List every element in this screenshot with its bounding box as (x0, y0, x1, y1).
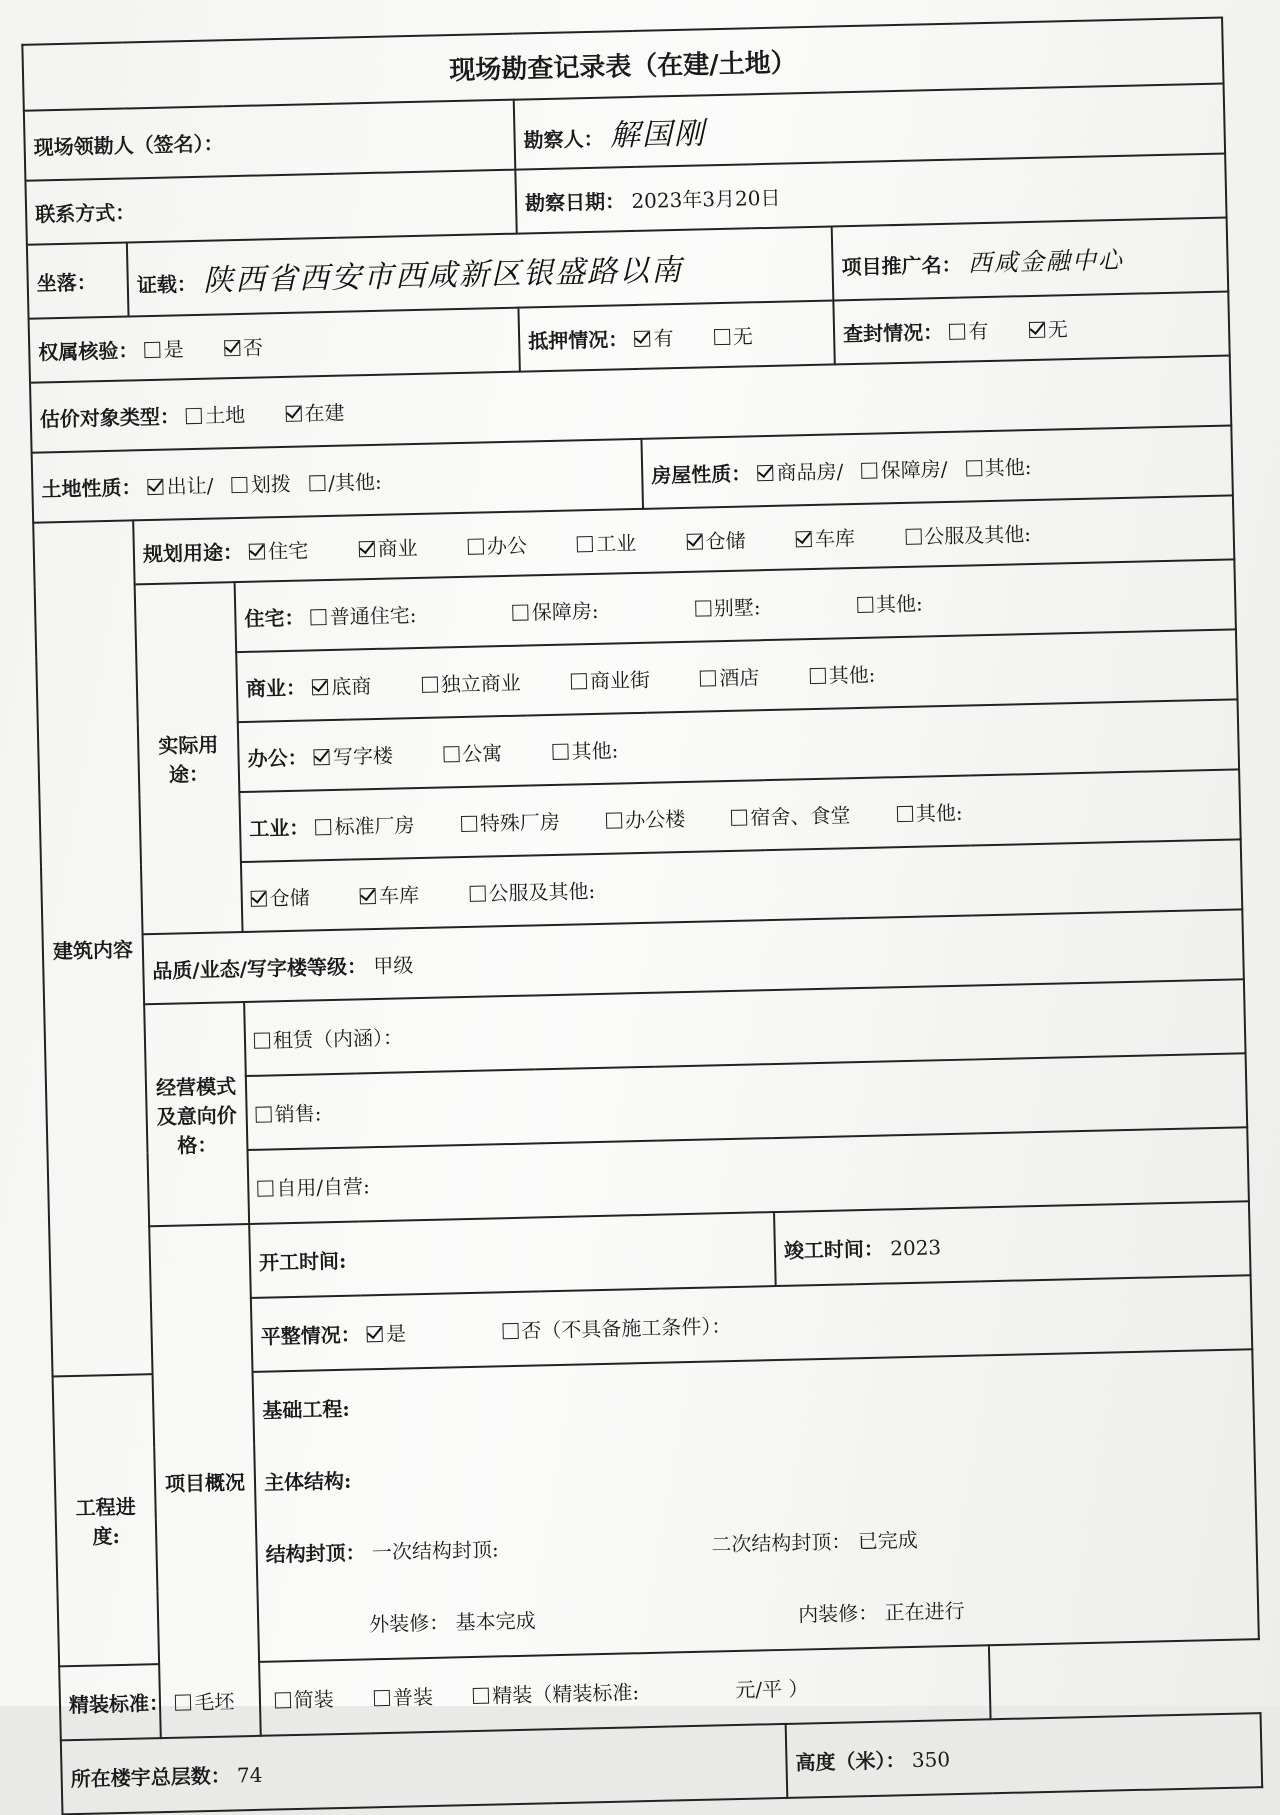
house-nature-label: 房屋性质： (650, 460, 752, 488)
planned-option-garage[interactable]: 车库 (796, 522, 856, 552)
checkbox-checked-icon (796, 531, 812, 547)
other-option-garage[interactable]: 车库 (360, 879, 420, 909)
promo-name-handwriting: 西咸金融中心 (967, 245, 1125, 277)
checkbox-checked-icon (314, 749, 330, 765)
topping-label: 结构封顶： (265, 1539, 366, 1567)
exterior-label: 外装修： (368, 1610, 450, 1636)
finish-time-value: 2023 (889, 1234, 942, 1260)
surveyor-signature: 解国刚 (609, 116, 707, 154)
com-option-hotel[interactable]: 酒店 (700, 661, 760, 691)
checkbox-icon (700, 670, 716, 686)
seal-option-no[interactable]: 无 (1028, 313, 1068, 343)
second-topping-label: 二次结构封顶： (711, 1528, 852, 1557)
ownership-cell (29, 308, 520, 383)
checkbox-icon (714, 328, 730, 344)
floors-value: 74 (236, 1762, 263, 1787)
checkbox-icon (232, 476, 248, 492)
checkbox-icon (255, 1106, 271, 1122)
com-option-street-shop[interactable]: 底商 (312, 670, 372, 700)
checkbox-checked-icon (251, 890, 267, 906)
checkbox-icon (315, 818, 331, 834)
start-time-label: 开工时间: (258, 1248, 347, 1275)
checkbox-checked-icon (360, 887, 376, 903)
ownership-option-no[interactable]: 否 (224, 331, 264, 361)
leveling-option-no[interactable]: 否（不具备施工条件）： (502, 1310, 732, 1344)
exterior-value: 基本完成 (455, 1608, 536, 1634)
checkbox-checked-icon (1029, 321, 1045, 337)
survey-form (21, 17, 1263, 1815)
checkbox-icon (577, 535, 593, 551)
checkbox-checked-icon (358, 540, 374, 556)
floors-label: 所在楼宇总层数： (70, 1763, 231, 1791)
com-option-other[interactable]: 其他: (809, 658, 875, 688)
mortgage-option-yes[interactable]: 有 (634, 322, 674, 352)
planned-option-public[interactable]: 公服及其他: (905, 518, 1031, 550)
checkbox-icon (809, 667, 825, 683)
com-option-street[interactable]: 商业街 (571, 663, 651, 694)
planned-option-industrial[interactable]: 工业 (577, 527, 637, 557)
office-option-other[interactable]: 其他: (552, 734, 618, 764)
promo-label: 项目推广名： (841, 252, 962, 279)
finish-option-fine[interactable]: 精装（精装标准: (473, 1676, 639, 1709)
com-option-independent[interactable]: 独立商业 (421, 666, 521, 697)
second-topping-value: 已完成 (857, 1527, 918, 1553)
ind-option-dorm[interactable]: 宿舍、食堂 (731, 799, 851, 831)
contact-label: 联系方式： (34, 199, 136, 227)
seal-option-yes[interactable]: 有 (949, 314, 989, 344)
office-option-apartment[interactable]: 公寓 (443, 737, 503, 767)
other-option-storage[interactable]: 仓储 (250, 881, 310, 911)
checkbox-icon (606, 812, 622, 828)
checkbox-icon (144, 341, 160, 357)
checkbox-icon (897, 805, 913, 821)
checkbox-icon (254, 1032, 270, 1048)
checkbox-icon (571, 673, 587, 689)
finish-option-rough[interactable]: 毛坯 (175, 1685, 235, 1715)
quality-label: 品质/业态/写字楼等级： (152, 953, 368, 983)
valuation-type-label: 估价对象类型： (39, 403, 181, 431)
checkbox-icon (857, 596, 873, 612)
checkbox-checked-icon (285, 405, 301, 421)
interior-value: 正在进行 (884, 1598, 965, 1625)
checkbox-checked-icon (757, 464, 773, 480)
building-section-label: 建筑内容 (33, 520, 152, 1376)
planned-option-residential[interactable]: 住宅 (249, 534, 309, 564)
cert-address-handwriting: 陕西省西安市西咸新区银盛路以南 (202, 252, 684, 299)
contact-cell[interactable] (25, 170, 516, 245)
finish-time-label: 竣工时间： (783, 1236, 885, 1263)
operation-mode-label: 经营模式及意向价格： (144, 1002, 249, 1226)
leader-signature-cell[interactable] (24, 100, 515, 181)
seal-cell (833, 292, 1229, 365)
land-nature-label: 土地性质： (41, 474, 142, 501)
progress-label: 工程进度: (53, 1374, 160, 1666)
ind-option-standard[interactable]: 标准厂房 (315, 809, 415, 840)
checkbox-checked-icon (686, 533, 702, 549)
checkbox-icon (468, 538, 484, 554)
date-value: 2023年3月20日 (631, 185, 781, 213)
seal-label: 查封情况： (842, 319, 944, 346)
checkbox-icon (469, 885, 485, 901)
checkbox-icon (443, 746, 459, 762)
finish-std-unit: 元/平 ） (735, 1675, 809, 1702)
industrial-label: 工业： (248, 815, 310, 841)
mode-option-sale[interactable]: 销售: (255, 1097, 321, 1127)
res-option-other[interactable]: 其他: (857, 587, 923, 617)
height-cell[interactable] (786, 1713, 1263, 1798)
mortgage-option-no[interactable]: 无 (714, 320, 754, 350)
ind-option-office[interactable]: 办公楼 (606, 802, 686, 833)
mortgage-cell (518, 300, 834, 371)
checkbox-icon (862, 462, 878, 478)
leader-label: 现场领勘人（签名）： (33, 130, 224, 160)
start-time-cell[interactable] (249, 1212, 776, 1298)
planned-use-label: 规划用途： (142, 539, 244, 566)
finish-time-cell[interactable] (774, 1201, 1251, 1286)
checkbox-checked-icon (367, 1325, 383, 1341)
checkbox-checked-icon (224, 339, 240, 355)
valuation-option-land[interactable]: 土地 (186, 398, 246, 428)
first-topping-label: 一次结构封顶: (371, 1536, 499, 1564)
planned-option-storage[interactable]: 仓储 (686, 524, 746, 554)
res-option-ordinary[interactable]: 普通住宅: (310, 599, 416, 630)
checkbox-icon (966, 460, 982, 476)
ind-option-other[interactable]: 其他: (896, 796, 962, 826)
project-section-label: 项目概况 (149, 1224, 261, 1738)
main-structure-label: 主体结构: (263, 1468, 352, 1495)
mode-option-self[interactable]: 自用/自营: (257, 1170, 370, 1202)
house-option-commercial[interactable]: 商品房/ (757, 455, 843, 486)
other-option-public[interactable]: 公服及其他: (469, 875, 595, 907)
foundation-label: 基础工程: (262, 1396, 351, 1423)
house-nature-cell (641, 425, 1232, 508)
ownership-label: 权属核验： (38, 337, 139, 365)
ind-option-special[interactable]: 特殊厂房 (460, 805, 560, 836)
checkbox-icon (421, 676, 437, 692)
ownership-option-yes[interactable]: 是 (144, 333, 184, 363)
residential-label: 住宅： (244, 605, 305, 631)
checkbox-icon (513, 604, 529, 620)
checkbox-icon (311, 609, 327, 625)
promo-name-cell[interactable] (832, 218, 1229, 301)
planned-option-office[interactable]: 办公 (468, 529, 528, 559)
floors-cell[interactable] (61, 1724, 787, 1814)
mortgage-label: 抵押情况： (527, 326, 629, 353)
house-option-affordable[interactable]: 保障房/ (861, 452, 947, 483)
checkbox-checked-icon (634, 330, 650, 346)
checkbox-checked-icon (148, 478, 164, 494)
checkbox-icon (175, 1694, 191, 1710)
leveling-label: 平整情况： (260, 1321, 361, 1349)
checkbox-checked-icon (249, 543, 265, 559)
survey-form-sheet (21, 17, 1258, 1791)
checkbox-icon (552, 743, 568, 759)
checkbox-icon (473, 1687, 489, 1703)
valuation-option-construction[interactable]: 在建 (285, 396, 345, 426)
interior-label: 内装修： (797, 1600, 879, 1627)
height-label: 高度（米）： (795, 1747, 906, 1775)
planned-option-commercial[interactable]: 商业 (358, 531, 418, 561)
leveling-option-yes[interactable]: 是 (367, 1317, 407, 1347)
house-option-other[interactable]: 其他: (965, 451, 1031, 481)
checkbox-icon (949, 323, 965, 339)
location-label-cell (27, 242, 129, 318)
checkbox-icon (186, 407, 202, 423)
surveyor-label: 勘察人： (523, 126, 604, 153)
checkbox-icon (309, 475, 325, 491)
commercial-label: 商业： (245, 675, 307, 701)
location-label: 坐落： (36, 269, 98, 296)
checkbox-checked-icon (312, 679, 328, 695)
land-option-allocation[interactable]: 划拨 (231, 467, 291, 497)
mode-option-rent[interactable]: 租赁（内涵）： (254, 1021, 404, 1053)
checkbox-icon (374, 1689, 390, 1705)
checkbox-icon (731, 809, 747, 825)
land-option-transfer[interactable]: 出让/ (147, 469, 213, 499)
res-option-affordable[interactable]: 保障房: (512, 594, 598, 625)
checkbox-icon (461, 815, 477, 831)
cert-label: 证载： (136, 271, 198, 298)
checkbox-icon (905, 528, 921, 544)
checkbox-icon (257, 1180, 273, 1196)
height-value: 350 (911, 1746, 951, 1772)
checkbox-icon (695, 600, 711, 616)
checkbox-icon (502, 1322, 518, 1338)
finish-std-label: 精装标准： (68, 1690, 170, 1717)
office-option-tower[interactable]: 写字楼 (314, 739, 394, 770)
office-label: 办公： (247, 745, 308, 771)
finish-option-standard[interactable]: 普装 (374, 1680, 434, 1710)
land-option-other[interactable]: /其他: (309, 465, 382, 496)
date-label: 勘察日期： (524, 188, 626, 215)
finish-option-simple[interactable]: 简装 (274, 1683, 334, 1713)
quality-value: 甲级 (373, 952, 414, 978)
res-option-villa[interactable]: 别墅: (695, 591, 761, 621)
actual-use-label: 实际用途： (135, 582, 243, 934)
form-title: 现场勘查记录表（在建/土地） (22, 18, 1223, 111)
